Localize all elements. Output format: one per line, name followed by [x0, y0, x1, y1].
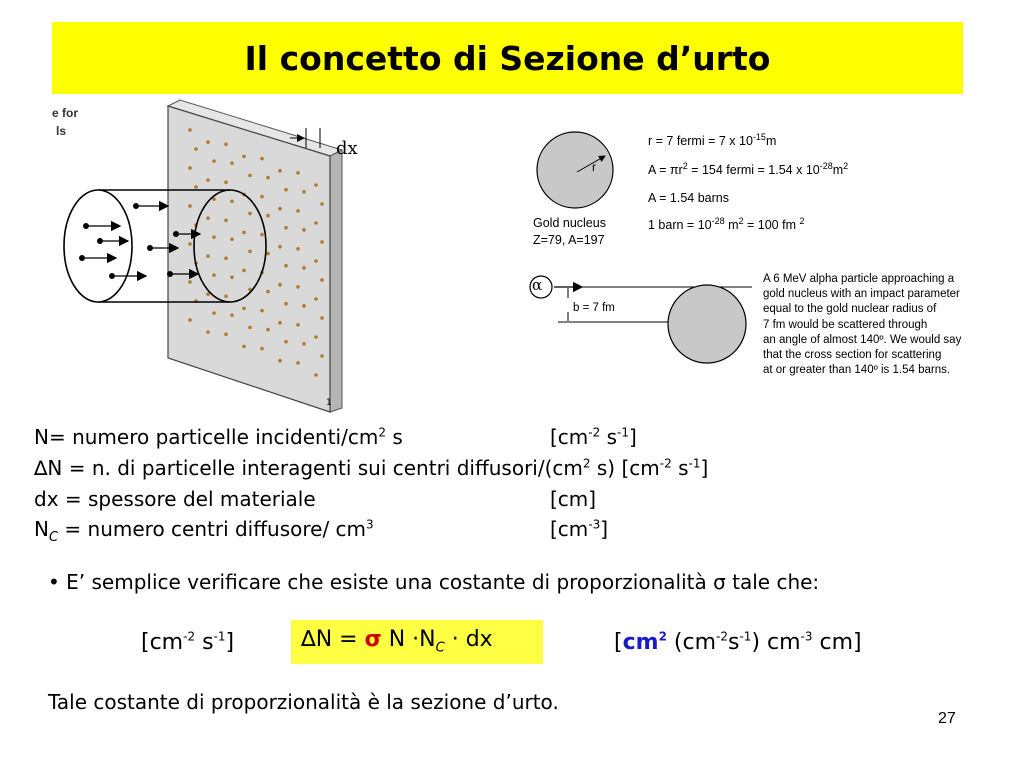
- scattering-center-dot: [314, 221, 318, 225]
- scattering-center-dot: [188, 318, 192, 322]
- scattering-center-dot: [266, 176, 270, 180]
- scattering-center-dot: [278, 321, 282, 325]
- scattering-center-dot: [314, 259, 318, 263]
- calc-barn-def: 1 barn = $10^{-28}$ $m^2 = 100$ fm $^2$: [648, 215, 805, 232]
- scattering-center-dot: [266, 328, 270, 332]
- slab-side-edge: [330, 150, 342, 412]
- nucleus-caption-1: Gold nucleus: [533, 216, 606, 230]
- scattering-center-dot: [242, 269, 246, 273]
- scattering-center-dot: [224, 256, 228, 260]
- scattering-center-dot: [242, 231, 246, 235]
- scattering-center-dot: [188, 166, 192, 170]
- bullet-point: [48, 570, 819, 594]
- scattering-center-dot: [242, 307, 246, 311]
- scattering-center-dot: [260, 347, 264, 351]
- scattering-center-dot: [248, 174, 252, 178]
- scattering-center-dot: [230, 275, 234, 279]
- scattering-center-dot: [212, 273, 216, 277]
- scattering-center-dot: [188, 128, 192, 132]
- scattering-center-dot: [194, 147, 198, 151]
- impact-parameter-label: b = 7 fm: [573, 302, 615, 314]
- scattering-center-dot: [206, 216, 210, 220]
- scattering-center-dot: [314, 335, 318, 339]
- alpha-description: A 6 MeV alpha particle approaching a gold nucleus with an impact parameter equal to the gold nuclear radius of 7 fm would be scattered through an angle of almost 140º. We would say that the cross section for scattering at or greater than 140º is 1.54 barns.: [763, 273, 962, 377]
- scattering-center-dot: [224, 294, 228, 298]
- scattering-center-dot: [206, 254, 210, 258]
- scattering-center-dot: [206, 140, 210, 144]
- alpha-symbol: α: [532, 276, 543, 294]
- unit-dx: [cm]: [550, 487, 597, 511]
- scattering-center-dot: [188, 280, 192, 284]
- scattering-center-dot: [248, 326, 252, 330]
- conclusion-text: Tale costante di proporzionalità è la sezione d’urto.: [48, 690, 559, 714]
- scattering-center-dot: [224, 332, 228, 336]
- scattering-center-dot: [230, 199, 234, 203]
- scattering-center-dot: [260, 309, 264, 313]
- scattering-center-dot: [284, 302, 288, 306]
- scattering-center-dot: [206, 330, 210, 334]
- scattering-center-dot: [314, 297, 318, 301]
- scattering-center-dot: [296, 247, 300, 251]
- unit-nc: $[cm^{-3}]$: [550, 517, 609, 541]
- scattering-center-dot: [278, 169, 282, 173]
- scattering-center-dot: [296, 361, 300, 365]
- figure-corner-mark: 1: [326, 398, 332, 408]
- scattering-center-dot: [266, 214, 270, 218]
- radius-label: r: [592, 160, 596, 174]
- scattering-center-dot: [212, 235, 216, 239]
- scattering-center-dot: [224, 142, 228, 146]
- title-banner: [52, 22, 963, 94]
- scattering-center-dot: [302, 304, 306, 308]
- target-diagram: [50, 98, 350, 416]
- page-title: Il concetto di Sezione d’urto: [244, 38, 771, 78]
- alpha-scattering-diagram: [520, 268, 760, 378]
- scattering-center-dot: [296, 171, 300, 175]
- scattering-center-dot: [284, 226, 288, 230]
- page-number: 27: [938, 710, 956, 727]
- nucleus-caption-2: Z=79, A=197: [533, 233, 605, 247]
- scattering-center-dot: [320, 240, 324, 244]
- bullet-text: E’ semplice verificare che esiste una costante di proporzionalità σ tale che:: [66, 570, 820, 594]
- scattering-center-dot: [230, 237, 234, 241]
- definition-n: N= numero particelle incidenti/$cm^2$ s: [34, 425, 403, 449]
- scattering-center-dot: [284, 340, 288, 344]
- formula-left-unit: [$cm^{-2}$ $s^{-1}$]: [141, 629, 235, 655]
- scattering-center-dot: [314, 373, 318, 377]
- scattering-center-dot: [284, 264, 288, 268]
- scattering-center-dot: [320, 202, 324, 206]
- calc-area: $A = \pi r^2 = 154$ fermi = 1.54 x $10^{-28}m^2$: [648, 160, 849, 177]
- scattering-center-dot: [260, 157, 264, 161]
- scattering-center-dot: [266, 252, 270, 256]
- scattering-center-dot: [320, 354, 324, 358]
- scattering-center-dot: [188, 242, 192, 246]
- figure-partial-label-2: ls: [56, 124, 67, 138]
- calc-barns: A = 1.54 barns: [648, 191, 729, 205]
- scattering-center-dot: [320, 278, 324, 282]
- scattering-center-dot: [302, 342, 306, 346]
- scattering-center-dot: [212, 311, 216, 315]
- definition-delta-n: ∆N = n. di particelle interagenti sui centri diffusori/($cm^2$ s) [$cm^{-2}$ $s^{-1}$]: [34, 456, 709, 480]
- definition-nc: $N_C$ = numero centri diffusore/ $cm^3$: [34, 517, 374, 545]
- scattering-center-dot: [278, 245, 282, 249]
- scattering-center-dot: [296, 323, 300, 327]
- formula-equation: ∆N = σ $N \cdot N_C$ · dx: [301, 627, 493, 656]
- figure-partial-label-1: e for: [52, 106, 79, 120]
- scattering-center-dot: [230, 161, 234, 165]
- target-slab: [168, 106, 330, 412]
- formula-right-unit: [$cm^2$ $(cm^{-2}s^{-1})$ $cm^{-3}$ cm]: [614, 629, 862, 655]
- scattering-center-dot: [242, 155, 246, 159]
- scattering-center-dot: [314, 183, 318, 187]
- scattering-center-dot: [242, 345, 246, 349]
- definition-dx: dx = spessore del materiale: [34, 487, 316, 511]
- bullet-marker: •: [48, 570, 60, 594]
- gold-nucleus: [537, 132, 613, 208]
- scattering-center-dot: [284, 188, 288, 192]
- scattering-center-dot: [302, 190, 306, 194]
- scattering-center-dot: [188, 204, 192, 208]
- scattering-center-dot: [278, 207, 282, 211]
- scattering-center-dot: [212, 197, 216, 201]
- scattering-center-dot: [278, 283, 282, 287]
- scattering-center-dot: [194, 185, 198, 189]
- scattering-center-dot: [296, 209, 300, 213]
- unit-n: [$cm^{-2}$ $s^{-1}$]: [550, 425, 637, 449]
- cylinder-front-face: [64, 190, 132, 302]
- scattering-center-dot: [260, 233, 264, 237]
- scattering-center-dot: [224, 218, 228, 222]
- scattering-center-dot: [248, 250, 252, 254]
- dx-label: dx: [336, 138, 358, 159]
- scattering-center-dot: [296, 285, 300, 289]
- scattering-center-dot: [266, 290, 270, 294]
- calc-radius: r = 7 fermi = 7 x $10^{-15}m$: [648, 131, 777, 148]
- scattering-center-dot: [260, 195, 264, 199]
- scattering-center-dot: [320, 316, 324, 320]
- target-nucleus: [668, 285, 746, 363]
- scattering-center-dot: [212, 159, 216, 163]
- gold-nucleus-diagram: [520, 128, 640, 228]
- scattering-center-dot: [224, 180, 228, 184]
- scattering-center-dot: [230, 313, 234, 317]
- scattering-center-dot: [278, 359, 282, 363]
- scattering-center-dot: [302, 266, 306, 270]
- scattering-center-dot: [302, 228, 306, 232]
- scattering-center-dot: [248, 212, 252, 216]
- scattering-center-dot: [206, 178, 210, 182]
